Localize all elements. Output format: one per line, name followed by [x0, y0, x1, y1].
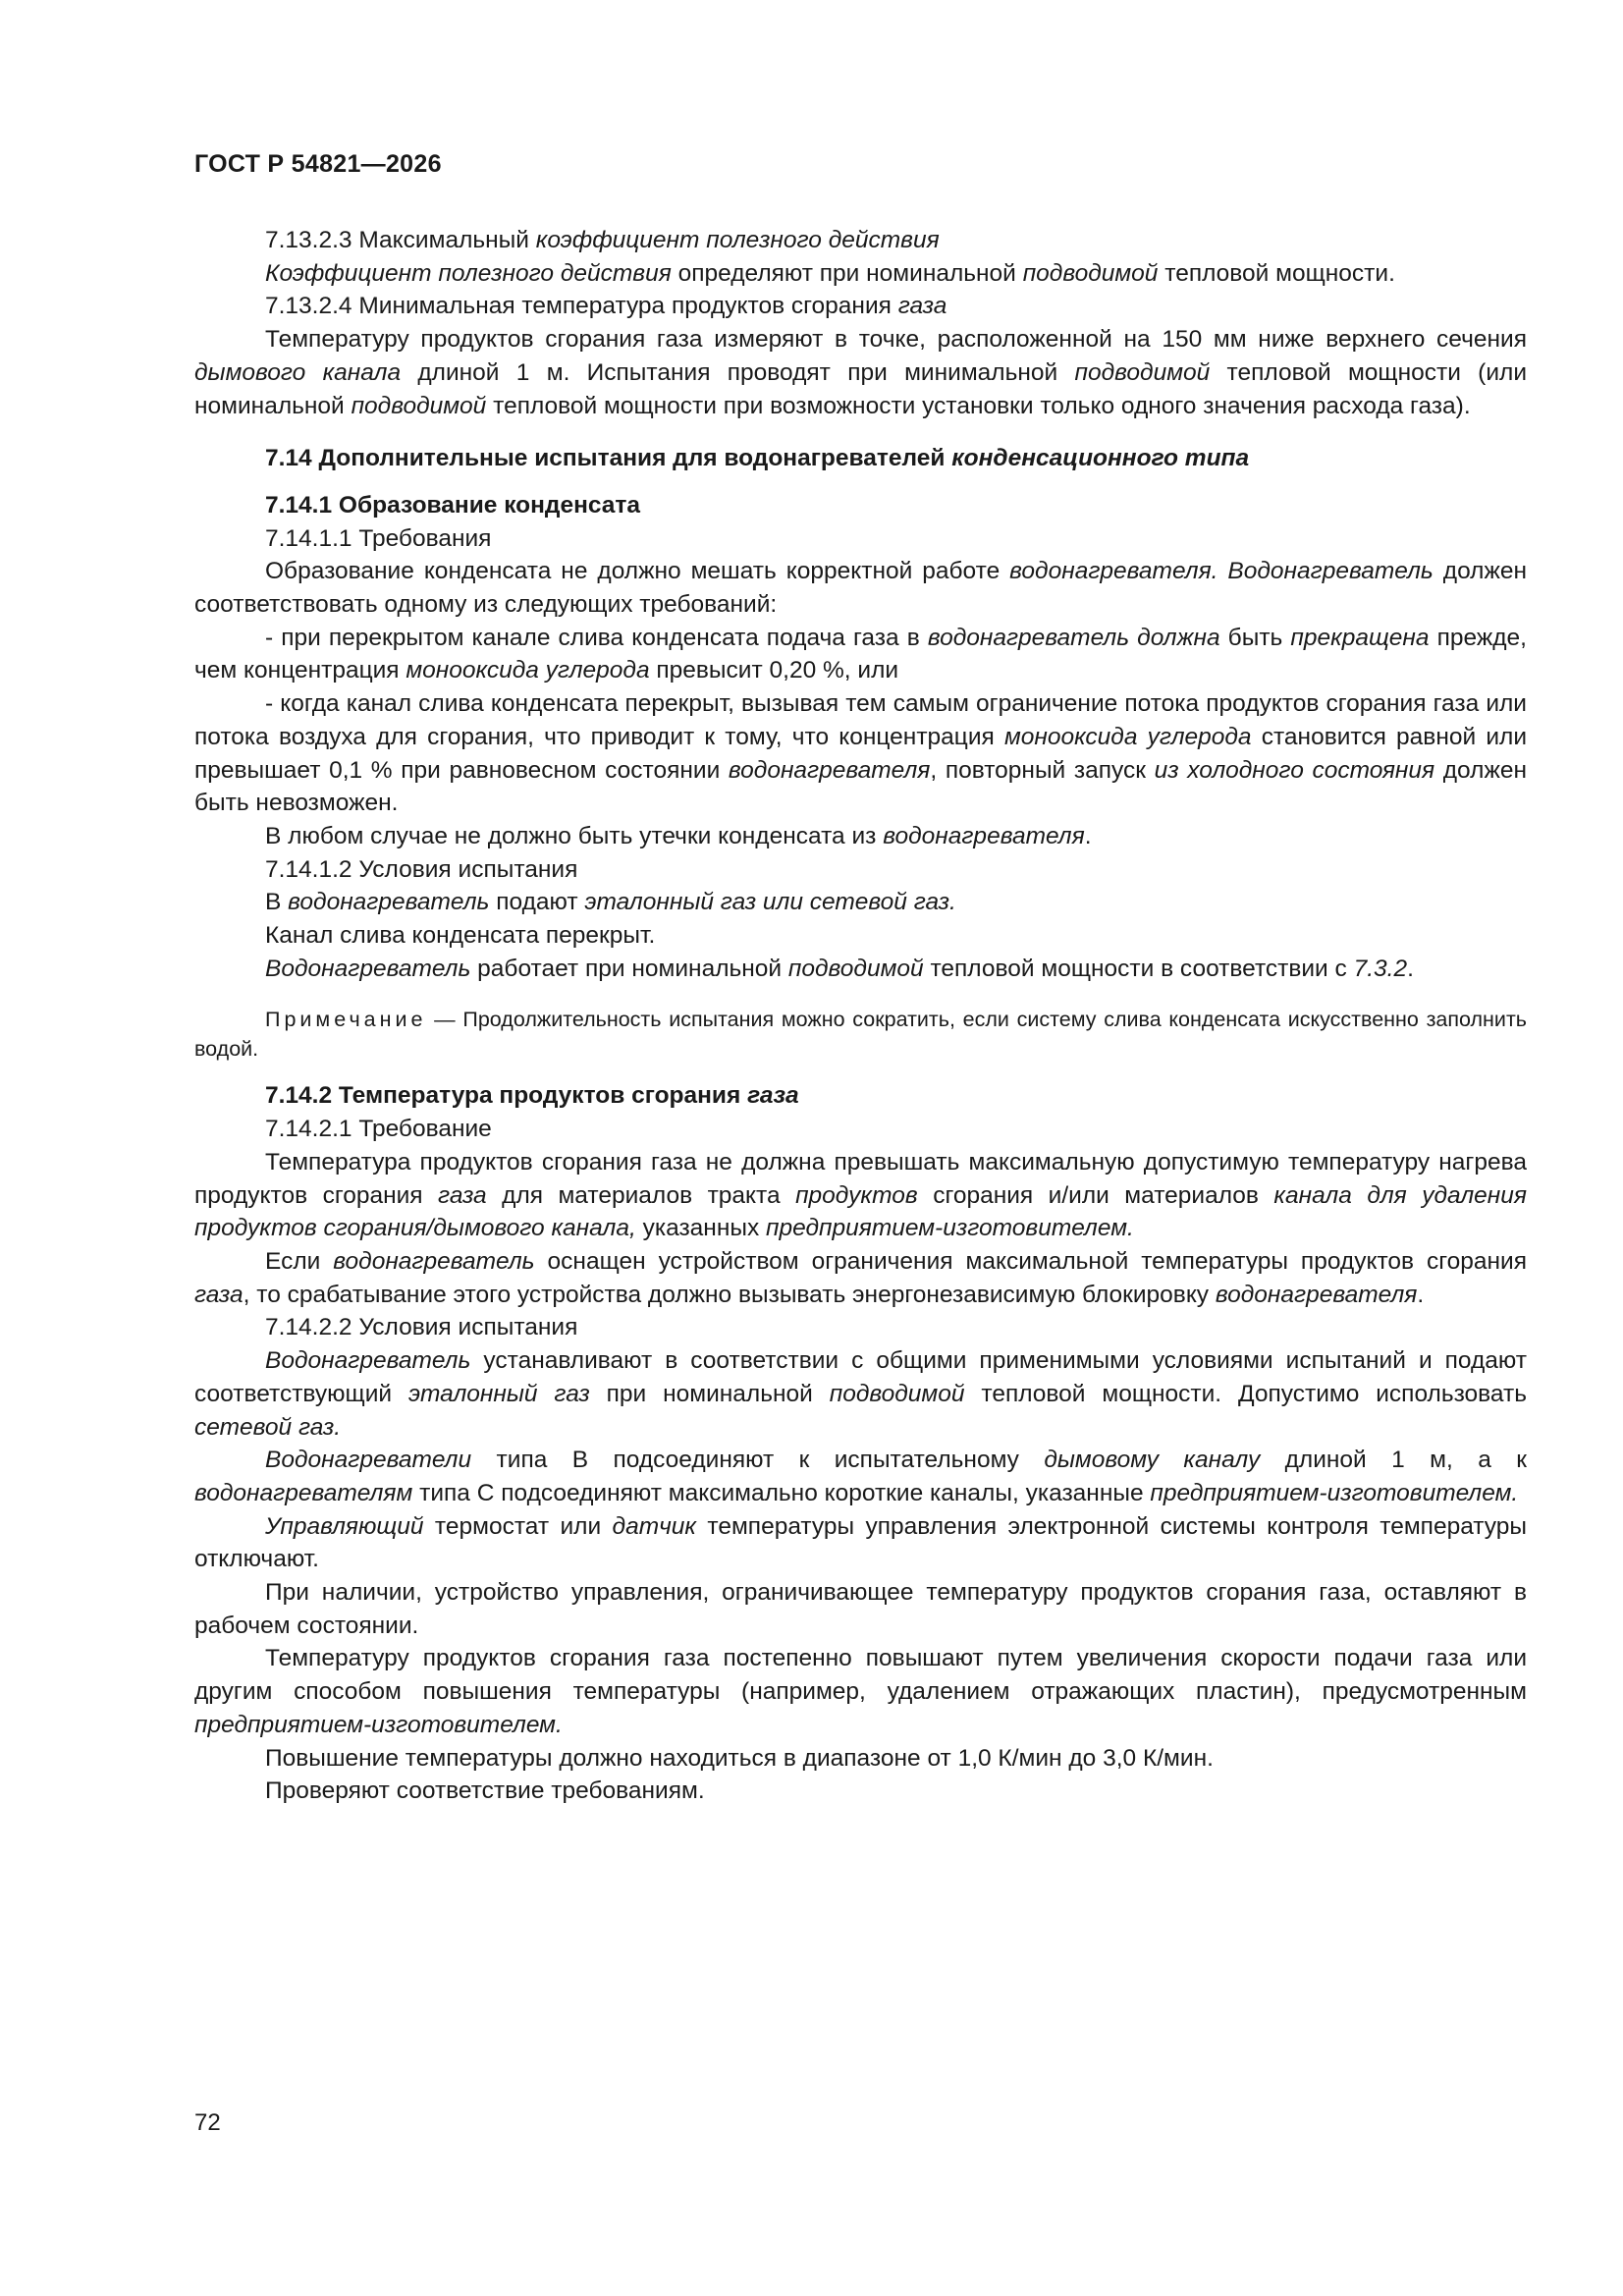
paragraph: 7.14.2.2 Условия испытания — [265, 1314, 578, 1341]
paragraph: 7.13.2.3 Максимальный коэффициент полезного действия — [265, 227, 940, 253]
paragraph: 7.14.1.2 Условия испытания — [265, 855, 578, 883]
section-heading: 7.14 Дополнительные испытания для водонагревателей конденсационного типа — [265, 445, 1250, 472]
paragraph: - когда канал слива конденсата перекрыт, вызывая тем самым ограничение потока продуктов сгорания газа или потока воздуха для сгорания, что приводит к тому, что концентрация монооксида углерода становится равной или превышает 0,1 % при равновесном состоянии водонагревателя, повторный запуск из холодного состояния должен быть невозможен. — [194, 690, 1527, 817]
paragraph: 7.14.2.1 Требование — [265, 1116, 492, 1143]
paragraph: Водонагреватели типа В подсоединяют к испытательному дымовому каналу длиной 1 м, а к водонагревателям типа С подсоединяют максимально короткие каналы, указанные предприятием-изготовителем. — [194, 1447, 1527, 1506]
paragraph: В любом случае не должно быть утечки конденсата из водонагревателя. — [265, 822, 1092, 849]
document-header: ГОСТ Р 54821—2026 — [194, 150, 442, 178]
paragraph: Температуру продуктов сгорания газа постепенно повышают путем увеличения скорости подачи газа или другим способом повышения температуры (например, удалением отражающих пластин), предусмотренным предприятием-изготовителем. — [194, 1645, 1527, 1738]
paragraph: Температура продуктов сгорания газа не должна превышать максимальную допустимую температуру нагрева продуктов сгорания газа для материалов тракта продуктов сгорания и/или материалов канала для удаления продуктов сгорания/дымового канала, указанных предприятием-изготовителем. — [194, 1148, 1528, 1242]
paragraph: Если водонагреватель оснащен устройством ограничения максимальной температуры продуктов сгорания газа, то срабатывание этого устройства должно вызывать энергонезависимую блокировку водонагревателя. — [194, 1247, 1528, 1308]
page-number: 72 — [194, 2109, 221, 2136]
note-paragraph: Примечание — Продолжительность испытания можно сократить, если систему слива конденсата искусственно заполнить водой. — [194, 1008, 1527, 1062]
paragraph: Образование конденсата не должно мешать корректной работе водонагревателя. Водонагреватель должен соответствовать одному из следующих требований: — [194, 558, 1527, 619]
subsection-heading: 7.14.2 Температура продуктов сгорания газа — [265, 1082, 799, 1110]
paragraph: При наличии, устройство управления, ограничивающее температуру продуктов сгорания газа, оставляют в рабочем состоянии. — [194, 1579, 1527, 1639]
subsection-heading: 7.14.1 Образование конденсата — [265, 491, 641, 519]
document-body — [194, 224, 1527, 1808]
paragraph: Проверяют соответствие требованиям. — [265, 1777, 705, 1805]
paragraph: Водонагреватель работает при номинальной подводимой тепловой мощности в соответствии с 7.3.2. — [265, 955, 1414, 982]
paragraph: Управляющий термостат или датчик температуры управления электронной системы контроля температуры отключают. — [194, 1512, 1527, 1573]
paragraph: Водонагреватель устанавливают в соответствии с общими применимыми условиями испытаний и подают соответствующий эталонный газ при номинальной подводимой тепловой мощности. Допустимо использовать сетевой газ. — [194, 1347, 1527, 1441]
paragraph: - при перекрытом канале слива конденсата подача газа в водонагреватель должна быть прекращена прежде, чем концентрация монооксида углерода превысит 0,20 %, или — [194, 624, 1527, 684]
paragraph: В водонагреватель подают эталонный газ или сетевой газ. — [265, 889, 956, 916]
paragraph: Коэффициент полезного действия определяют при номинальной подводимой тепловой мощности. — [265, 259, 1395, 287]
paragraph: Канал слива конденсата перекрыт. — [265, 922, 656, 950]
paragraph: Повышение температуры должно находиться в диапазоне от 1,0 К/мин до 3,0 К/мин. — [265, 1744, 1214, 1772]
paragraph: Температуру продуктов сгорания газа измеряют в точке, расположенной на 150 мм ниже верхнего сечения дымового канала длиной 1 м. Испытания проводят при минимальной подводимой тепловой мощности (или номинальной подводимой тепловой мощности при возможности установки только одного значения расхода газа). — [194, 326, 1528, 419]
paragraph: 7.14.1.1 Требования — [265, 524, 492, 552]
paragraph: 7.13.2.4 Минимальная температура продуктов сгорания газа — [265, 293, 947, 320]
